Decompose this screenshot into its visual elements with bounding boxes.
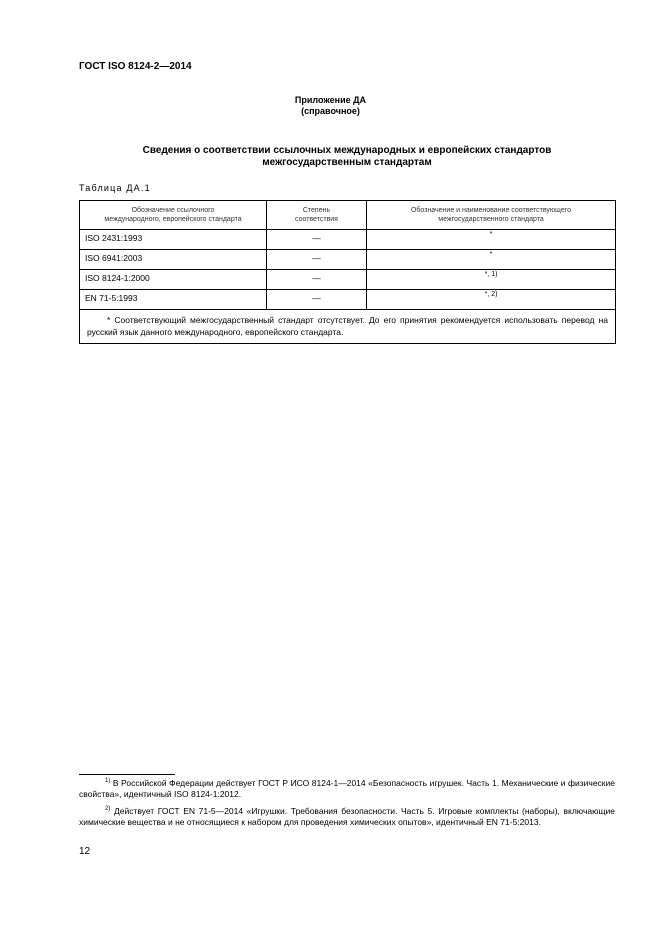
footnote-text: В Российской Федерации действует ГОСТ Р ИСО 8124-1—2014 «Безопасность игрушек. Часть 1. Механические и физические свойства», идентичный ISO 8124-1:2012. xyxy=(79,777,615,799)
footnote-text: Действует ГОСТ EN 71-5—2014 «Игрушки. Требования безопасности. Часть 5. Игровые комплекты (наборы), включающие химические вещества и не относящиеся к набором для проведения химических опытов», идентичный EN 71-5:2013. xyxy=(79,805,615,827)
table-row xyxy=(80,270,616,290)
table-row xyxy=(80,230,616,250)
footnote-item xyxy=(79,776,615,800)
header-reference-line-2: международного, европейского стандарта xyxy=(104,216,242,223)
page-number: 12 xyxy=(79,846,91,857)
cell-degree: — xyxy=(267,230,367,250)
cell-standard-code: ISO 2431:1993 xyxy=(80,230,267,250)
footnotes xyxy=(79,776,615,832)
header-reference-line-1: Обозначение ссылочного xyxy=(131,207,215,214)
footnote-item xyxy=(79,804,615,828)
standards-table xyxy=(79,200,616,344)
cell-degree: — xyxy=(267,270,367,290)
cell-interstate-standard: *, 2) xyxy=(367,290,616,310)
table-row xyxy=(80,290,616,310)
cell-degree: — xyxy=(267,250,367,270)
table-row xyxy=(80,250,616,270)
table-footnote-text: * Соответствующий межгосударственный стандарт отсутствует. До его принятия рекомендуется использовать перевод на русский язык данного международного, европейского стандарта. xyxy=(87,315,608,337)
header-interstate-line-2: межгосударственного стандарта xyxy=(438,216,544,223)
section-title-line-1: Сведения о соответствии ссылочных международных и европейских стандартов xyxy=(142,145,552,156)
table-label: Таблица ДА.1 xyxy=(79,183,151,193)
table-footnote xyxy=(80,310,616,344)
table-footnote-row xyxy=(80,310,616,344)
header-degree-line-1: Степень xyxy=(302,207,331,214)
cell-degree: — xyxy=(267,290,367,310)
footnote-divider xyxy=(79,774,175,775)
header-interstate-standard xyxy=(367,201,616,230)
section-title-line-2: межгосударственным стандартам xyxy=(262,157,432,168)
header-degree xyxy=(267,201,367,230)
cell-standard-code: ISO 8124-1:2000 xyxy=(80,270,267,290)
cell-interstate-standard: *, 1) xyxy=(367,270,616,290)
cell-standard-code: EN 71-5:1993 xyxy=(80,290,267,310)
cell-interstate-standard: * xyxy=(367,250,616,270)
header-interstate-line-1: Обозначение и наименование соответствующего xyxy=(410,207,572,214)
header-reference-standard xyxy=(80,201,267,230)
cell-interstate-standard: * xyxy=(367,230,616,250)
footnote-mark: 1) xyxy=(105,778,111,784)
annex-subtitle: (справочное) xyxy=(301,106,360,116)
section-title xyxy=(79,145,615,169)
annex-title: Приложение ДА xyxy=(294,95,367,105)
header-degree-line-2: соответствия xyxy=(295,216,338,223)
cell-standard-code: ISO 6941:2003 xyxy=(80,250,267,270)
document-code-header: ГОСТ ISO 8124-2—2014 xyxy=(79,61,192,72)
table-header-row xyxy=(80,201,616,230)
footnote-mark: 2) xyxy=(105,805,111,812)
